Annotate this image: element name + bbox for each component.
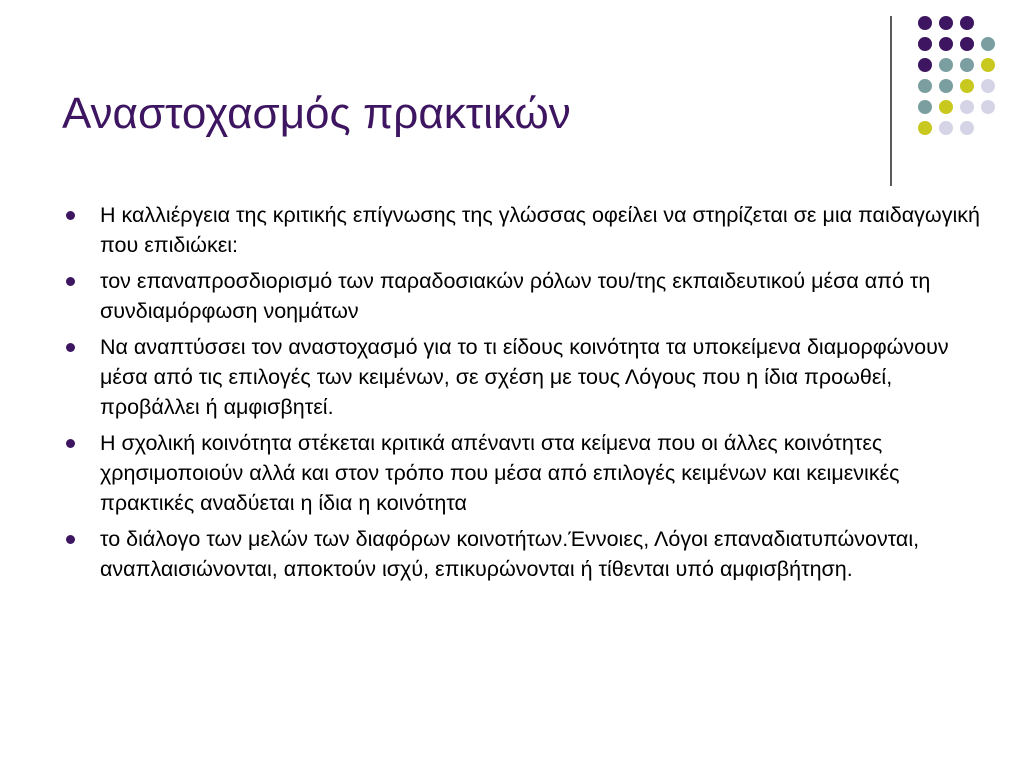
decorative-dot (939, 79, 953, 93)
bullet-marker-icon (66, 535, 75, 544)
decorative-dot (960, 16, 974, 30)
decorative-dot (918, 37, 932, 51)
decorative-dot (960, 58, 974, 72)
decorative-dot (939, 58, 953, 72)
bullet-text: Να αναπτύσσει τον αναστοχασμό για το τι είδους κοινότητα τα υποκείμενα διαμορφώνουν μέσα από τις επιλογές των κειμένων, σε σχέση με τους Λόγους που η ίδια προωθεί, προβάλλει ή αμφισβητεί. (100, 335, 949, 419)
bullet-item (60, 524, 980, 584)
bullet-item (60, 266, 980, 326)
bullet-marker-icon (66, 211, 75, 220)
decorative-dot (939, 121, 953, 135)
decorative-dot (918, 16, 932, 30)
bullet-marker-icon (66, 343, 75, 352)
bullet-item (60, 428, 980, 518)
decorative-dot (960, 79, 974, 93)
decorative-dot (981, 100, 995, 114)
bullet-text: τον επαναπροσδιορισμό των παραδοσιακών ρόλων του/της εκπαιδευτικού μέσα από τη συνδιαμόρφωση νοημάτων (100, 269, 931, 323)
bullet-text: Η σχολική κοινότητα στέκεται κριτικά απέναντι στα κείμενα που οι άλλες κοινότητες χρησιμοποιούν αλλά και στον τρόπο που μέσα από επιλογές κειμένων και κειμενικές πρακτικές αναδύεται η ίδια η κοινότητα (100, 431, 900, 515)
decorative-dot (939, 16, 953, 30)
bullet-text: Η καλλιέργεια της κριτικής επίγνωσης της γλώσσας οφείλει να στηρίζεται σε μια παιδαγωγική που επιδιώκει: (100, 203, 980, 257)
decorative-dot (960, 100, 974, 114)
decorative-dot (981, 79, 995, 93)
slide-title: Αναστοχασμός πρακτικών (62, 89, 571, 138)
bullet-list (60, 200, 980, 590)
decorative-dot (918, 121, 932, 135)
bullet-text: το διάλογο των μελών των διαφόρων κοινοτήτων.Έννοιες, Λόγοι επαναδιατυπώνονται, αναπλαισιώνονται, αποκτούν ισχύ, επικυρώνονται ή τίθενται υπό αμφισβήτηση. (100, 527, 920, 581)
decorative-dot (918, 58, 932, 72)
decorative-dot (960, 37, 974, 51)
bullet-item (60, 332, 980, 422)
decorative-dot (939, 100, 953, 114)
decorative-dot (918, 100, 932, 114)
bullet-marker-icon (66, 439, 75, 448)
decorative-dot (960, 121, 974, 135)
decorative-dot (939, 37, 953, 51)
decorative-dot (981, 37, 995, 51)
title-divider-line (890, 16, 892, 186)
bullet-marker-icon (66, 277, 75, 286)
decorative-dot (981, 58, 995, 72)
bullet-item (60, 200, 980, 260)
decorative-dot (918, 79, 932, 93)
